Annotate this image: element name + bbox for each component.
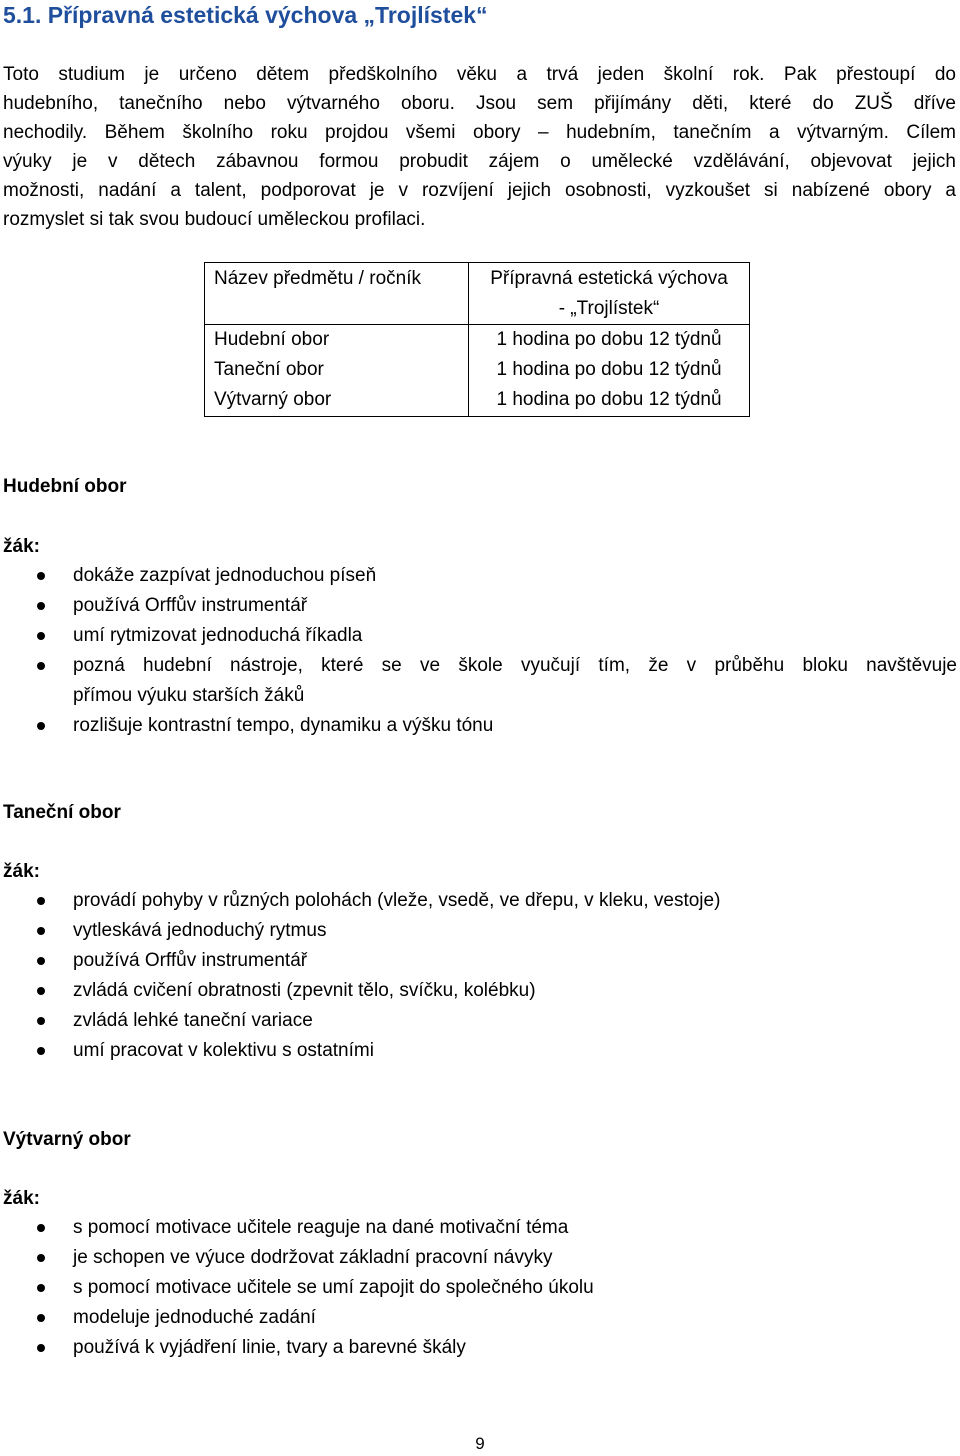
list-item: zvládá lehké taneční variace xyxy=(0,1006,957,1036)
intro-line: výuky je v dětech zábavnou formou probudit zájem o umělecké vzdělávání, objevovat jejich xyxy=(3,151,956,172)
bullet-icon xyxy=(37,602,45,610)
intro-line: hudebního, tanečního nebo výtvarného oboru. Jsou sem přijímány děti, které do ZUŠ dříve xyxy=(3,93,956,114)
bullet-icon xyxy=(37,722,45,730)
pupil-label: žák: xyxy=(3,1188,40,1209)
intro-line: nechodily. Během školního roku projdou všemi obory – hudebním, tanečním a výtvarným. Cílem xyxy=(3,122,956,143)
bullet-icon xyxy=(37,987,45,995)
table-cell-subject: Výtvarný obor xyxy=(205,385,469,417)
list-item: umí rytmizovat jednoduchá říkadla xyxy=(0,621,957,651)
list-item: zvládá cvičení obratnosti (zpevnit tělo, svíčku, kolébku) xyxy=(0,976,957,1006)
table-row xyxy=(205,355,750,385)
table-header-subject: Název předmětu / ročník xyxy=(205,263,469,295)
list-item: pozná hudební nástroje, které se ve škole vyučují tím, že v průběhu bloku navštěvuje přímou výuku starších žáků xyxy=(0,651,957,711)
pupil-label: žák: xyxy=(3,861,40,882)
bullet-icon xyxy=(37,897,45,905)
section-title-music: Hudební obor xyxy=(3,476,127,497)
bullet-icon xyxy=(37,1047,45,1055)
intro-line: Toto studium je určeno dětem předškolního věku a trvá jeden školní rok. Pak přestoupí do xyxy=(3,64,956,85)
table-row xyxy=(205,385,750,417)
bullet-icon xyxy=(37,1254,45,1262)
table-cell-time: 1 hodina po dobu 12 týdnů xyxy=(469,355,750,385)
bullet-icon xyxy=(37,632,45,640)
list-item: modeluje jednoduché zadání xyxy=(0,1303,957,1333)
bullet-icon xyxy=(37,1224,45,1232)
list-item: vytleskává jednoduchý rytmus xyxy=(0,916,957,946)
page-number: 9 xyxy=(475,1434,485,1453)
list-item: používá Orffův instrumentář xyxy=(0,591,957,621)
list-item: provádí pohyby v různých polohách (vleže, vsedě, ve dřepu, v kleku, vestoje) xyxy=(0,886,957,916)
bullet-icon xyxy=(37,662,45,670)
list-item: s pomocí motivace učitele reaguje na dané motivační téma xyxy=(0,1213,957,1243)
table-cell-time: 1 hodina po dobu 12 týdnů xyxy=(469,385,750,417)
bullet-icon xyxy=(37,1284,45,1292)
list-item: je schopen ve výuce dodržovat základní pracovní návyky xyxy=(0,1243,957,1273)
bullet-icon xyxy=(37,572,45,580)
table-header-row-cont xyxy=(205,294,750,325)
bullet-icon xyxy=(37,1344,45,1352)
dance-outcomes-list xyxy=(0,886,957,1066)
list-item: rozlišuje kontrastní tempo, dynamiku a výšku tónu xyxy=(0,711,957,741)
section-title-dance: Taneční obor xyxy=(3,802,121,823)
table-header-empty xyxy=(205,294,469,325)
intro-line: rozmyslet si tak svou budoucí uměleckou profilaci. xyxy=(3,209,426,230)
intro-paragraph xyxy=(3,60,956,234)
table-header-row xyxy=(205,263,750,295)
section-heading: 5.1. Přípravná estetická výchova „Trojlístek“ xyxy=(3,2,488,28)
list-item: umí pracovat v kolektivu s ostatními xyxy=(0,1036,957,1066)
table-row xyxy=(205,325,750,356)
table-cell-subject: Hudební obor xyxy=(205,325,469,356)
section-title-art: Výtvarný obor xyxy=(3,1129,131,1150)
list-item: používá Orffův instrumentář xyxy=(0,946,957,976)
table-cell-time: 1 hodina po dobu 12 týdnů xyxy=(469,325,750,356)
list-item: používá k vyjádření linie, tvary a barevné škály xyxy=(0,1333,957,1363)
table-header-program-sub: - „Trojlístek“ xyxy=(469,294,750,325)
bullet-icon xyxy=(37,1017,45,1025)
lesson-overview-table xyxy=(204,262,750,417)
music-outcomes-list xyxy=(0,561,957,741)
table-header-program: Přípravná estetická výchova xyxy=(469,263,750,295)
bullet-icon xyxy=(37,957,45,965)
list-item: dokáže zazpívat jednoduchou píseň xyxy=(0,561,957,591)
bullet-icon xyxy=(37,927,45,935)
bullet-icon xyxy=(37,1314,45,1322)
pupil-label: žák: xyxy=(3,536,40,557)
table-cell-subject: Taneční obor xyxy=(205,355,469,385)
list-item: s pomocí motivace učitele se umí zapojit do společného úkolu xyxy=(0,1273,957,1303)
intro-line: možnosti, nadání a talent, podporovat je v rozvíjení jejich osobnosti, vyzkoušet si nabízené obory a xyxy=(3,180,956,201)
art-outcomes-list xyxy=(0,1213,957,1363)
